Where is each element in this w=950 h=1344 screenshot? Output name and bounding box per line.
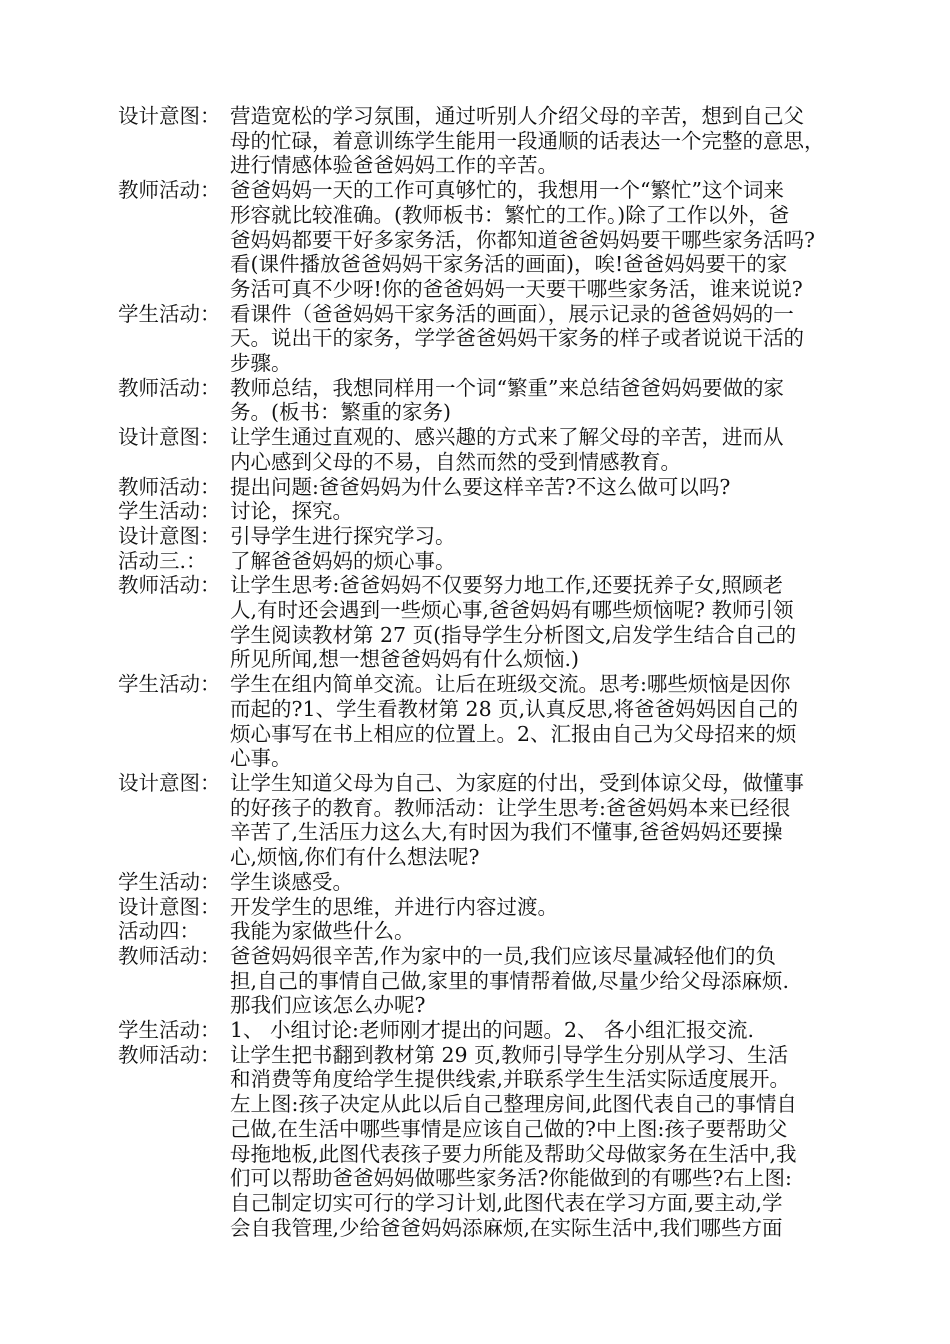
- entry-text: 了解爸爸妈妈的烦心事。: [230, 548, 456, 573]
- entry-label: 学生活动：: [118, 1018, 221, 1043]
- entry-text: 让学生通过直观的、感兴趣的方式来了解父母的辛苦，进而从 内心感到父母的不易，自然而然的受到情感教育。: [230, 425, 784, 474]
- entry-teacher-activity: [118, 376, 878, 425]
- entry-text: 让学生思考:爸爸妈妈不仅要努力地工作,还要抚养子女,照顾老 人,有时还会遇到一些烦心事,爸爸妈妈有哪些烦恼呢? 教师引领 学生阅读教材第 27 页(指导学生分析图文,启发学生结合自己的 所见所闻,想一想爸爸妈妈有什么烦恼.): [230, 573, 797, 672]
- entry-text: 引导学生进行探究学习。: [230, 523, 456, 548]
- entry-label: 教师活动：: [118, 1042, 221, 1067]
- entry-teacher-activity: [118, 475, 878, 500]
- entry-label: 设计意图：: [118, 523, 221, 548]
- entry-label: 设计意图：: [118, 894, 221, 919]
- entry-text: 提出问题:爸爸妈妈为什么要这样辛苦?不这么做可以吗?: [230, 474, 731, 499]
- entry-teacher-activity: [118, 178, 878, 302]
- entry-text: 学生在组内简单交流。让后在班级交流。思考:哪些烦恼是因你 而起的?1、学生看教材第 28 页,认真反思,将爸爸妈妈因自己的 烦心事写在书上相应的位置上。2、汇报由自己为父母招来的烦 心事。: [230, 672, 799, 771]
- entry-student-activity: [118, 302, 878, 376]
- entry-text: 开发学生的思维，并进行内容过渡。: [230, 894, 558, 919]
- entry-label: 教师活动：: [118, 943, 221, 968]
- entry-text: 爸爸妈妈很辛苦,作为家中的一员,我们应该尽量减轻他们的负 担,自己的事情自己做,家里的事情帮着做,尽量少给父母添麻烦. 那我们应该怎么办呢?: [230, 943, 790, 1018]
- entry-text: 爸爸妈妈一天的工作可真够忙的，我想用一个“繁忙”这个词来 形容就比较准确。(教师板书：繁忙的工作。)除了工作以外，爸 爸妈妈都要干好多家务活，你都知道爸爸妈妈要干哪些家务活吗? 看(课件播放爸爸妈妈干家务活的画面)，唉!爸爸妈妈要干的家 务活可真不少呀!你的爸爸妈妈一天要干哪些家务活，谁来说说?: [230, 178, 815, 301]
- entry-label: 设计意图：: [118, 770, 221, 795]
- entry-text: 学生谈感受。: [230, 869, 353, 894]
- entry-text: 看课件（爸爸妈妈干家务活的画面），展示记录的爸爸妈妈的一 天。说出干的家务，学学爸爸妈妈干家务的样子或者说说干活的 步骤。: [230, 301, 804, 376]
- entry-label: 设计意图：: [118, 425, 221, 450]
- entry-student-activity: [118, 1018, 878, 1043]
- entry-text: 1、 小组讨论:老师刚才提出的问题。2、 各小组汇报交流.: [230, 1018, 755, 1043]
- entry-text: 我能为家做些什么。: [230, 919, 415, 944]
- entry-design-intent: [118, 524, 878, 549]
- entry-teacher-activity: [118, 1043, 878, 1241]
- entry-text: 教师总结，我想同样用一个词“繁重”来总结爸爸妈妈要做的家 务。(板书：繁重的家务): [230, 375, 784, 425]
- entry-label: 设计意图：: [118, 104, 221, 128]
- entry-design-intent: [118, 771, 878, 870]
- entry-label: 教师活动：: [118, 474, 221, 499]
- entry-activity-heading: [118, 549, 878, 574]
- entry-student-activity: [118, 499, 878, 524]
- entry-text: 让学生知道父母为自己、为家庭的付出，受到体谅父母，做懂事 的好孩子的教育。教师活动：让学生思考:爸爸妈妈本来已经很 辛苦了,生活压力这么大,有时因为我们不懂事,爸爸妈妈还要操 心,烦恼,你们有什么想法呢?: [230, 770, 804, 870]
- entry-design-intent: [118, 104, 878, 178]
- entry-teacher-activity: [118, 944, 878, 1018]
- entry-label: 学生活动：: [118, 672, 221, 697]
- entry-label: 活动四：: [118, 919, 200, 944]
- entry-teacher-activity: [118, 573, 878, 672]
- entry-student-activity: [118, 672, 878, 771]
- entry-label: 学生活动：: [118, 301, 221, 326]
- entry-label: 教师活动：: [118, 573, 221, 598]
- entry-text: 讨论，探究。: [230, 499, 353, 524]
- entry-text: 营造宽松的学习氛围，通过听别人介绍父母的辛苦，想到自己父 母的忙碌，着意训练学生能用一段通顺的话表达一个完整的意思， 进行情感体验爸爸妈妈工作的辛苦。: [230, 104, 825, 178]
- entry-label: 学生活动：: [118, 869, 221, 894]
- entry-label: 教师活动：: [118, 178, 221, 203]
- entry-label: 教师活动：: [118, 375, 221, 400]
- entry-text: 让学生把书翻到教材第 29 页,教师引导学生分别从学习、生活 和消费等角度给学生提供线索,并联系学生生活实际适度展开。 左上图:孩子决定从此以后自己整理房间,此图代表自己的事情自 己做,在生活中哪些事情是应该自己做的?中上图:孩子要帮助父 母拖地板,此图代表孩子要力所能及帮助父母做家务在生活中,我 们可以帮助爸爸妈妈做哪些家务活?你能做到的有哪些?右上图: 自己制定切实可行的学习计划,此图代表在学习方面,要主动,学 会自我管理,少给爸爸妈妈添麻烦,在实际生活中,我们哪些方面: [230, 1042, 797, 1240]
- document-page: [118, 104, 878, 1240]
- entry-student-activity: [118, 870, 878, 895]
- entry-activity-heading: [118, 919, 878, 944]
- entry-design-intent: [118, 425, 878, 474]
- entry-design-intent: [118, 895, 878, 920]
- entry-label: 活动三.：: [118, 548, 207, 573]
- entry-label: 学生活动：: [118, 499, 221, 524]
